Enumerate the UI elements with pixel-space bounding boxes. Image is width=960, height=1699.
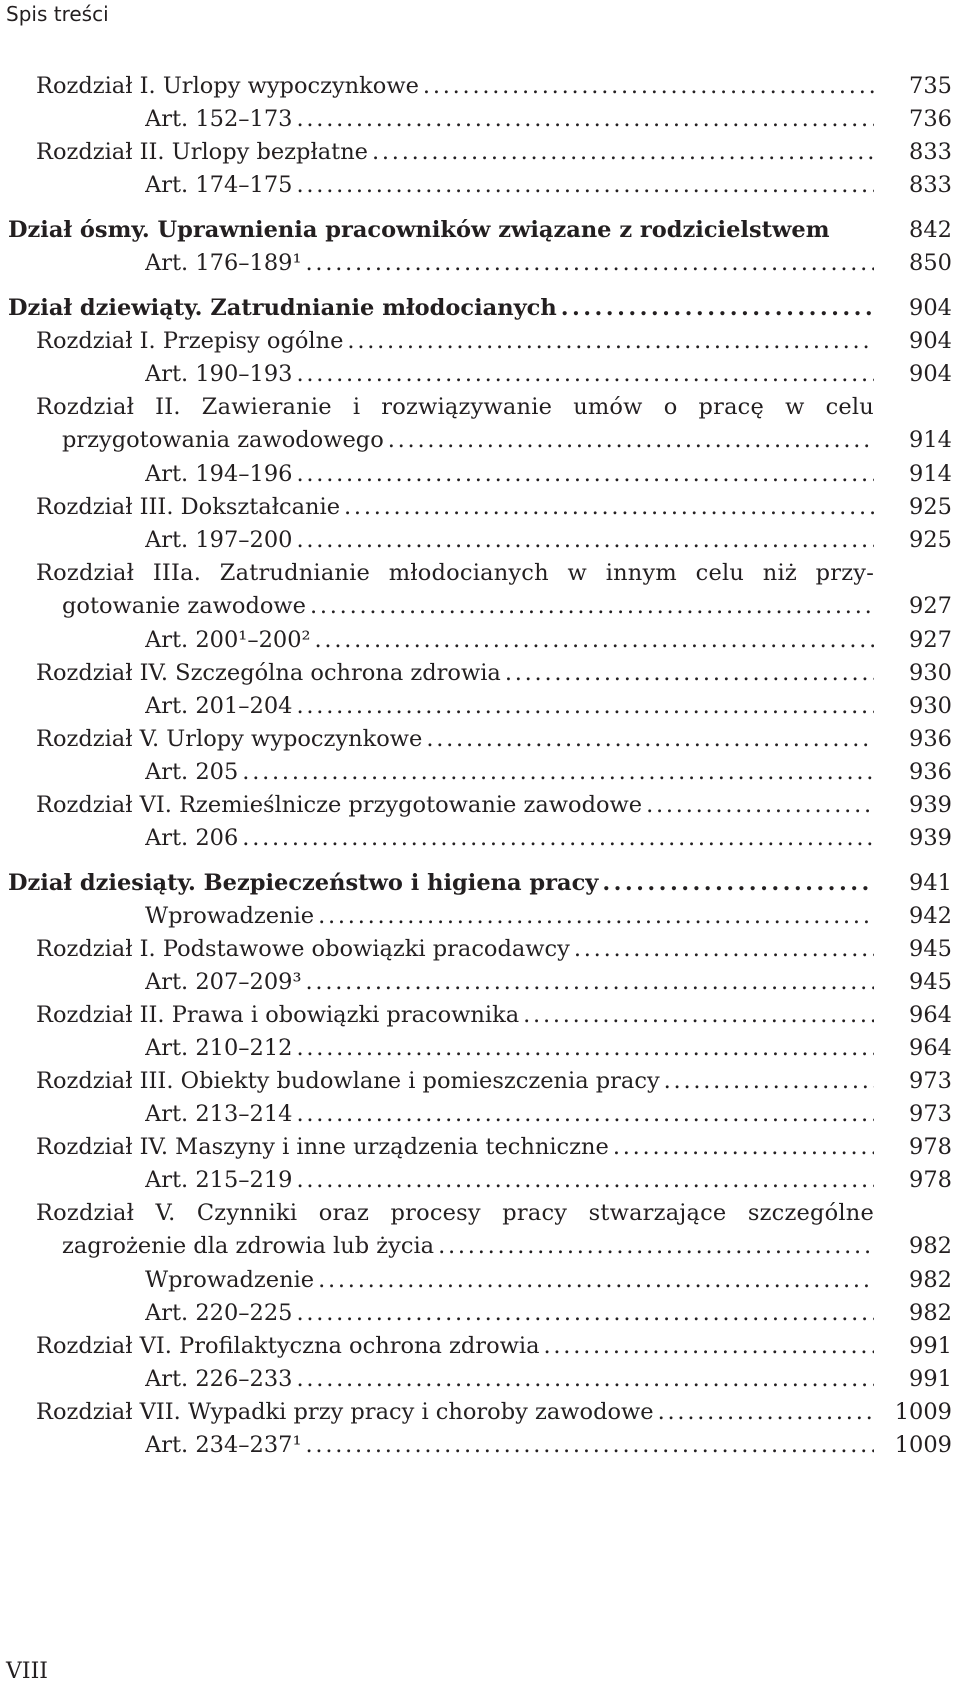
dot-leader [344, 491, 874, 524]
toc-entry-page: 964 [909, 1002, 952, 1028]
dot-leader [658, 1396, 874, 1429]
dot-leader [664, 1065, 874, 1098]
toc-entry-page: 945 [909, 969, 952, 995]
toc-entry-page: 927 [909, 627, 952, 653]
toc-entry-title: Dział dziewiąty. Zatrudnianie młodocianych [8, 295, 557, 321]
toc-entry[interactable] [0, 690, 960, 723]
toc-entry-title: Art. 226–233 [145, 1366, 293, 1392]
toc-entry-title: Rozdział V. Urlopy wypoczynkowe [36, 726, 423, 752]
toc-entry[interactable] [0, 458, 960, 491]
dot-leader [297, 690, 875, 723]
toc-entry[interactable] [0, 1131, 960, 1164]
toc-entry-title: Rozdział I. Urlopy wypoczynkowe [36, 73, 419, 99]
dot-leader [306, 966, 874, 999]
dot-leader [372, 136, 874, 169]
toc-entry-title: Rozdział II. Zawieranie i rozwiązywanie umów o pracę w celu [36, 394, 874, 420]
toc-entry-title: Wprowadzenie [145, 1267, 315, 1293]
toc-entry[interactable] [0, 292, 960, 325]
dot-leader [318, 1264, 874, 1297]
toc-entry[interactable] [0, 1230, 960, 1264]
toc-entry-title: Art. 174–175 [145, 172, 293, 198]
toc-entry-title: Rozdział I. Przepisy ogólne [36, 328, 344, 354]
toc-entry-page: 973 [909, 1068, 952, 1094]
toc-entry-page: 925 [909, 527, 952, 553]
toc-entry-title: Rozdział I. Podstawowe obowiązki pracodawcy [36, 936, 570, 962]
dot-leader [388, 424, 874, 457]
dot-leader [297, 524, 875, 557]
toc-entry-title: gotowanie zawodowe [62, 593, 306, 619]
toc-entry-title: Rozdział IV. Maszyny i inne urządzenia techniczne [36, 1134, 609, 1160]
toc-entry-page: 973 [909, 1101, 952, 1127]
toc-entry-page: 904 [909, 295, 952, 321]
dot-leader [310, 590, 874, 623]
toc-entry[interactable] [0, 1330, 960, 1363]
toc-entry-title: Rozdział VI. Profilaktyczna ochrona zdrowia [36, 1333, 540, 1359]
toc-entry-title: Rozdział III. Obiekty budowlane i pomieszczenia pracy [36, 1068, 660, 1094]
toc-entry-page: 982 [909, 1233, 952, 1259]
toc-entry-title: Art. 197–200 [145, 527, 293, 553]
dot-leader [242, 756, 874, 789]
toc-entry-page: 982 [909, 1300, 952, 1326]
toc-entry-title: przygotowania zawodowego [62, 427, 384, 453]
toc-entry[interactable] [0, 590, 960, 624]
toc-entry-page [878, 391, 952, 424]
toc-entry-page: 978 [909, 1134, 952, 1160]
toc-entry[interactable] [0, 70, 960, 103]
dot-leader [242, 822, 874, 855]
toc-entry-page: 904 [909, 328, 952, 354]
toc-entry-page: 914 [909, 427, 952, 453]
toc-entry[interactable] [0, 789, 960, 822]
toc-entry-page: 936 [909, 759, 952, 785]
toc-entry-page: 939 [909, 825, 952, 851]
toc-entry-title: Rozdział VII. Wypadki przy pracy i choroby zawodowe [36, 1399, 654, 1425]
toc-entry-page: 1009 [894, 1399, 952, 1425]
toc-entry[interactable] [0, 657, 960, 690]
toc-entry[interactable] [0, 999, 960, 1032]
dot-leader [574, 933, 874, 966]
toc-entry-page: 904 [909, 361, 952, 387]
toc-entry-page: 833 [909, 139, 952, 165]
toc-entry-page: 925 [909, 494, 952, 520]
toc-entry[interactable] [0, 1098, 960, 1131]
toc-entry-title: Art. 220–225 [145, 1300, 293, 1326]
dot-leader [297, 1297, 875, 1330]
toc-entry[interactable] [0, 1197, 960, 1230]
toc-entry-page [878, 1197, 952, 1230]
dot-leader [315, 624, 874, 657]
toc-entry-page: 978 [909, 1167, 952, 1193]
toc-entry-title: Rozdział VI. Rzemieślnicze przygotowanie zawodowe [36, 792, 643, 818]
toc-entry-page: 930 [909, 693, 952, 719]
toc-entry-page: 842 [909, 217, 952, 243]
toc-entry-page: 736 [909, 106, 952, 132]
page-number: VIII [6, 1659, 48, 1684]
dot-leader [602, 867, 874, 900]
toc-entry-title: Art. 152–173 [145, 106, 293, 132]
toc-entry-title: Art. 176–189¹ [145, 250, 302, 276]
toc-entry[interactable] [0, 1396, 960, 1429]
toc-entry-page: 939 [909, 792, 952, 818]
dot-leader [561, 292, 874, 325]
toc-entry-title: Art. 206 [145, 825, 239, 851]
toc-entry-page: 914 [909, 461, 952, 487]
toc-entry-title: Art. 210–212 [145, 1035, 293, 1061]
toc-entry[interactable] [0, 557, 960, 590]
toc-entry-page: 941 [909, 870, 952, 896]
dot-leader [543, 1330, 874, 1363]
toc-entry[interactable] [0, 1363, 960, 1396]
toc-entry[interactable] [0, 1264, 960, 1297]
toc-entry-title: Rozdział II. Prawa i obowiązki pracownika [36, 1002, 520, 1028]
toc-entry-page: 936 [909, 726, 952, 752]
toc-entry[interactable] [0, 624, 960, 657]
toc-entry-page: 964 [909, 1035, 952, 1061]
toc-entry-title: Wprowadzenie [145, 903, 315, 929]
toc-entry[interactable] [0, 524, 960, 557]
toc-entry[interactable] [0, 900, 960, 933]
toc-entry-page: 1009 [894, 1432, 952, 1458]
table-of-contents [0, 70, 960, 1462]
toc-entry-title: Dział ósmy. Uprawnienia pracowników związane z rodzicielstwem [8, 217, 830, 243]
dot-leader [438, 1230, 874, 1263]
toc-entry-page: 833 [909, 172, 952, 198]
toc-entry-page: 735 [909, 73, 952, 99]
toc-entry[interactable] [0, 1429, 960, 1462]
toc-entry-page: 982 [909, 1267, 952, 1293]
toc-entry[interactable] [0, 424, 960, 458]
toc-entry-title: Art. 234–237¹ [145, 1432, 302, 1458]
toc-entry[interactable] [0, 325, 960, 358]
toc-entry[interactable] [0, 933, 960, 966]
dot-leader [426, 723, 874, 756]
toc-entry-page: 991 [909, 1333, 952, 1359]
toc-entry-page: 927 [909, 593, 952, 619]
toc-entry-page: 991 [909, 1366, 952, 1392]
toc-entry[interactable] [0, 966, 960, 999]
toc-entry[interactable] [0, 1164, 960, 1197]
toc-entry[interactable] [0, 391, 960, 424]
toc-entry-title: zagrożenie dla zdrowia lub życia [62, 1233, 435, 1259]
toc-entry-title: Art. 213–214 [145, 1101, 293, 1127]
dot-leader [297, 103, 875, 136]
toc-entry[interactable] [0, 214, 960, 247]
toc-entry-page: 930 [909, 660, 952, 686]
dot-leader [297, 169, 875, 202]
toc-entry[interactable] [0, 1032, 960, 1065]
toc-entry-page: 945 [909, 936, 952, 962]
toc-entry[interactable] [0, 822, 960, 855]
dot-leader [646, 789, 874, 822]
dot-leader [318, 900, 874, 933]
toc-entry[interactable] [0, 169, 960, 202]
toc-entry[interactable] [0, 1065, 960, 1098]
dot-leader [505, 657, 874, 690]
toc-entry[interactable] [0, 491, 960, 524]
toc-entry-title: Rozdział V. Czynniki oraz procesy pracy stwarzające szczególne [36, 1200, 874, 1226]
toc-entry[interactable] [0, 136, 960, 169]
toc-entry[interactable] [0, 358, 960, 391]
toc-entry-title: Art. 194–196 [145, 461, 293, 487]
dot-leader [523, 999, 874, 1032]
toc-entry-title: Rozdział II. Urlopy bezpłatne [36, 139, 368, 165]
toc-entry-title: Art. 207–209³ [145, 969, 302, 995]
toc-entry-title: Rozdział III. Dokształcanie [36, 494, 341, 520]
toc-entry-title: Art. 201–204 [145, 693, 293, 719]
toc-entry-title: Art. 205 [145, 759, 239, 785]
toc-entry-title: Dział dziesiąty. Bezpieczeństwo i higiena pracy [8, 870, 599, 896]
toc-entry[interactable] [0, 756, 960, 789]
toc-entry[interactable] [0, 723, 960, 756]
toc-entry-title: Art. 190–193 [145, 361, 293, 387]
toc-entry-title: Rozdział IV. Szczególna ochrona zdrowia [36, 660, 501, 686]
toc-entry[interactable] [0, 247, 960, 280]
page-header-title: Spis treści [6, 2, 109, 26]
toc-entry[interactable] [0, 867, 960, 900]
dot-leader [297, 1363, 875, 1396]
toc-entry-page: 942 [909, 903, 952, 929]
toc-entry-page: 850 [909, 250, 952, 276]
dot-leader [306, 1429, 874, 1462]
toc-entry-title: Art. 215–219 [145, 1167, 293, 1193]
dot-leader [306, 247, 874, 280]
toc-entry-title: Rozdział IIIa. Zatrudnianie młodocianych w innym celu niż przy- [36, 560, 874, 586]
dot-leader [297, 1032, 875, 1065]
dot-leader [613, 1131, 874, 1164]
dot-leader [297, 458, 875, 491]
toc-entry-page [878, 557, 952, 590]
dot-leader [423, 70, 874, 103]
dot-leader [347, 325, 874, 358]
dot-leader [297, 1098, 875, 1131]
dot-leader [297, 358, 875, 391]
dot-leader [297, 1164, 875, 1197]
toc-entry[interactable] [0, 103, 960, 136]
toc-entry-title: Art. 200¹–200² [145, 627, 311, 653]
toc-entry[interactable] [0, 1297, 960, 1330]
